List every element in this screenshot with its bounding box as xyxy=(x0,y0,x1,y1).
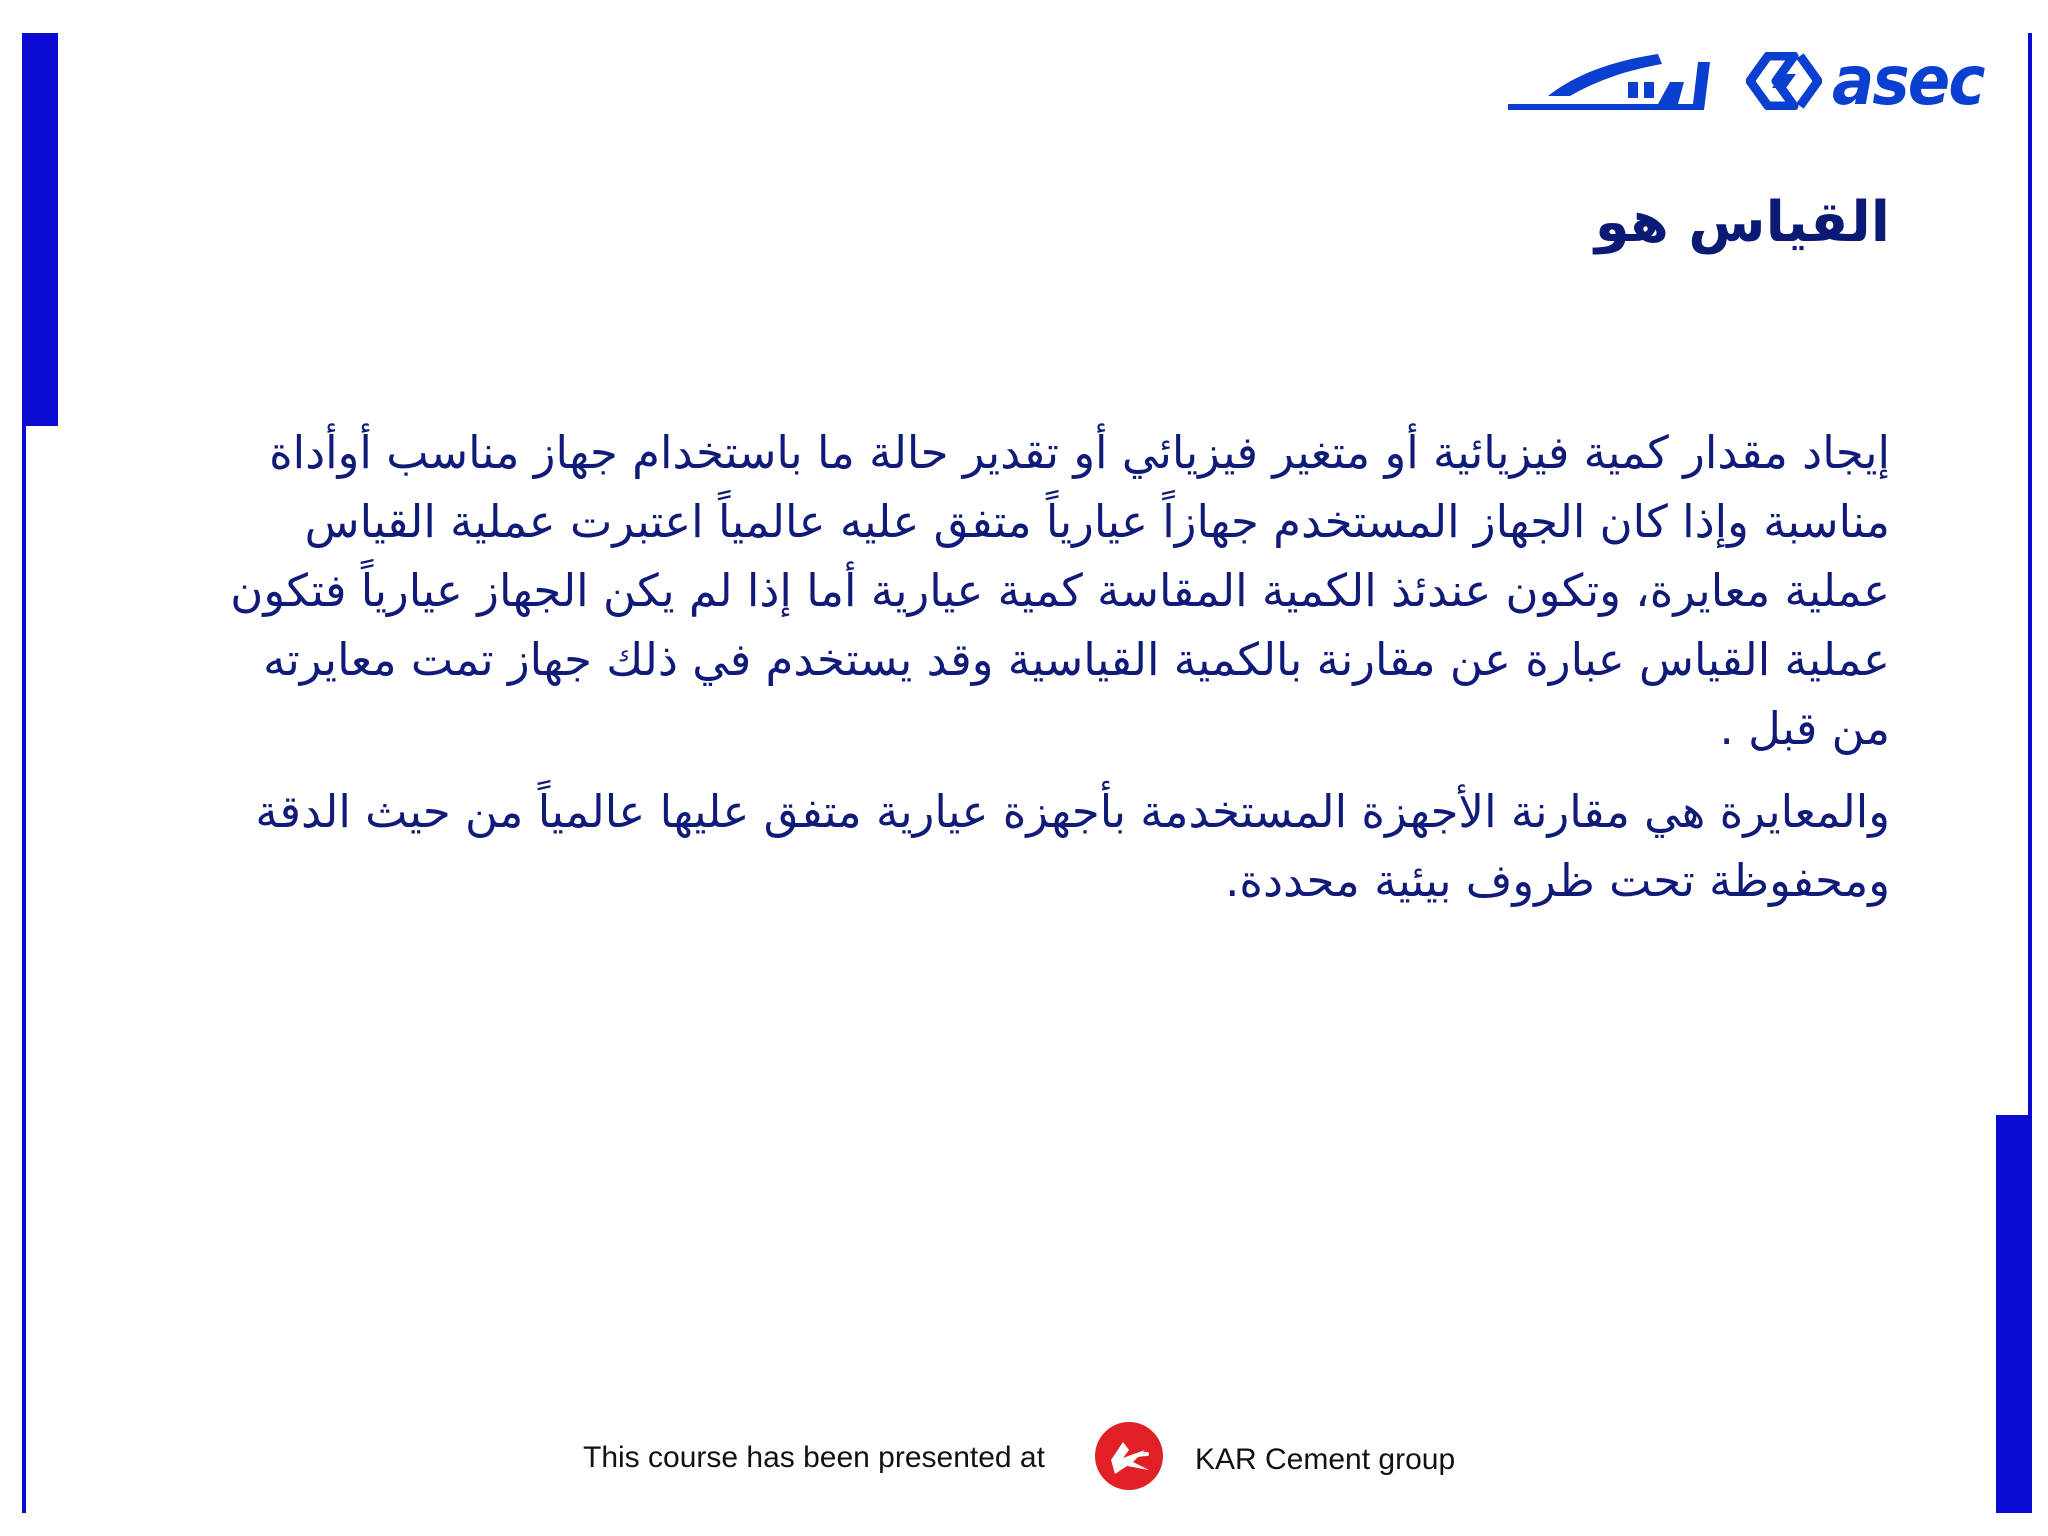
left-frame-bar xyxy=(22,33,58,426)
footer-presented-text: This course has been presented at xyxy=(583,1441,1045,1474)
asec-latin-wordmark: asec xyxy=(1832,42,1984,121)
right-frame-bar xyxy=(1996,1115,2032,1513)
footer-company-text: KAR Cement group xyxy=(1195,1443,1456,1476)
asec-mark-icon xyxy=(1746,52,1822,110)
kar-logo-icon xyxy=(1093,1420,1165,1492)
slide-title: القياس هو xyxy=(1594,190,1890,255)
asec-arabic-wordmark-logo xyxy=(1508,52,1713,112)
slide-body xyxy=(200,418,1890,929)
calibration-paragraph: والمعايرة هي مقارنة الأجهزة المستخدمة بأجهزة عيارية متفق عليها عالمياً من حيث الدقة ومحفوظة تحت ظروف بيئية محددة. xyxy=(255,785,1890,907)
definition-paragraph: إيجاد مقدار كمية فيزيائية أو متغير فيزيائي أو تقدير حالة ما باستخدام جهاز مناسب أوأداة مناسبة وإذا كان الجهاز المستخدم جهازاً عيارياً متفق عليه عالمياً اعتبرت عملية القياس عملية معايرة، وتكون عندئذ الكمية المقاسة كمية عيارية أما إذا لم يكن الجهاز عيارياً فتكون عملية القياس عبارة عن مقارنة بالكمية القياسية وقد يستخدم في ذلك جهاز تمت معايرته من قبل . xyxy=(230,426,1890,755)
